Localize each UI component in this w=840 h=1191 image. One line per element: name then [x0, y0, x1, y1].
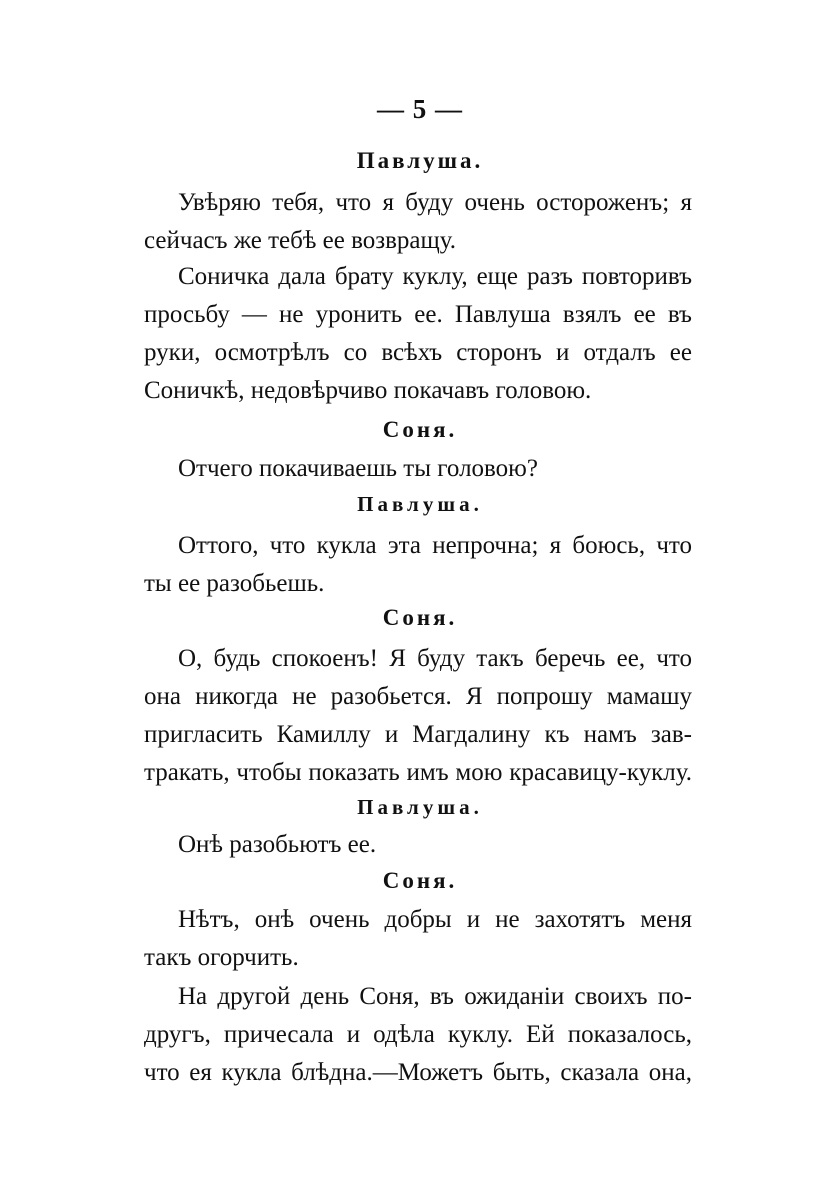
speaker-heading: Павлуша.: [357, 795, 483, 819]
text-line: пригласить Камиллу и Магдалину къ намъ зав-: [144, 721, 692, 748]
text-line: сейчасъ же тебѣ ее возвращу.: [144, 227, 457, 254]
paragraph: [144, 826, 692, 864]
text-line: Соничкѣ, недовѣрчиво покачавъ головою.: [144, 377, 592, 404]
paragraph: [144, 978, 692, 1092]
text-line: руки, осмотрѣлъ со всѣхъ сторонъ и отдалъ ее: [144, 339, 692, 366]
text-line: Увѣряю тебя, что я буду очень остороженъ; я: [178, 189, 692, 216]
speaker-heading: Соня.: [382, 868, 458, 893]
text-line: другъ, причесала и одѣла куклу. Ей показалось,: [144, 1021, 692, 1048]
text-line: она никогда не разобьется. Я попрошу мамашу: [144, 683, 692, 710]
text-line: Соничка дала брату куклу, еще разъ повторивъ: [178, 263, 692, 290]
paragraph: [144, 258, 692, 410]
speaker-heading: Павлуша.: [356, 148, 484, 173]
paragraph: [144, 901, 692, 977]
speaker-heading: Павлуша.: [357, 492, 483, 516]
paragraph: [144, 640, 692, 792]
page-number: — 5 —: [377, 94, 463, 124]
speaker-heading: Соня.: [382, 605, 458, 630]
text-line: что ея кукла блѣдна.—Можетъ быть, сказала она,: [144, 1059, 692, 1086]
text-line: На другой день Соня, въ ожиданіи своихъ по-: [178, 983, 692, 1010]
text-line: просьбу — не уронить ее. Павлуша взялъ ее въ: [144, 301, 692, 328]
paragraph: [144, 527, 692, 603]
text-line: Нѣтъ, онѣ очень добры и не захотятъ меня: [178, 906, 692, 933]
text-line: ты ее разобьешь.: [144, 570, 325, 597]
text-line: Оттого, что кукла эта непрочна; я боюсь, что: [178, 532, 692, 559]
paragraph: [144, 450, 692, 488]
text-line: такъ огорчить.: [144, 944, 299, 971]
text-line: Отчего покачиваешь ты головою?: [178, 455, 538, 482]
speaker-heading: Соня.: [382, 417, 458, 442]
text-line: Онѣ разобьютъ ее.: [178, 831, 377, 858]
paragraph: [144, 184, 692, 260]
text-line: О, будь спокоенъ! Я буду такъ беречь ее, что: [178, 645, 692, 672]
text-line: тракать, чтобы показать имъ мою красавицу-куклу.: [144, 759, 692, 786]
